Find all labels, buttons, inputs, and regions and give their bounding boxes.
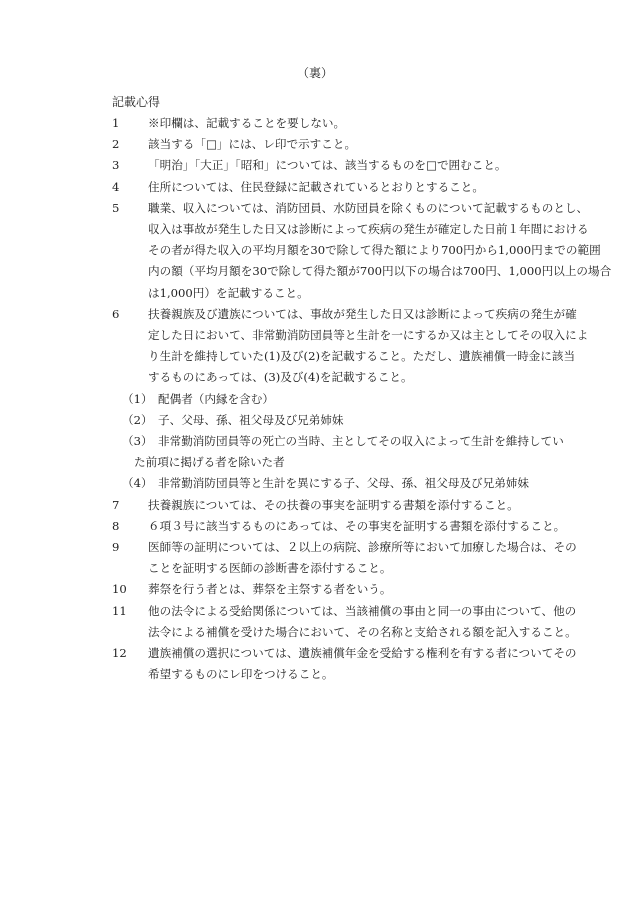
item-text: は1,000円）を記載すること。 <box>148 285 309 300</box>
item-number: 7 <box>112 497 120 512</box>
item-text: 該当する「□」には、レ印で示すこと。 <box>148 137 357 152</box>
item-text: り生計を維持していた(1)及び(2)を記載すること。ただし、遺族補償一時金に該当 <box>148 349 576 364</box>
item-text: その者が得た収入の平均月額を30で除して得た額により700円から1,000円までの範囲 <box>148 243 601 258</box>
sub-item-3 <box>112 431 564 473</box>
item-number: 9 <box>112 540 120 555</box>
sub-item-text: た前項に掲げる者を除いた者 <box>134 455 285 470</box>
instruction-item-2 <box>112 134 530 155</box>
item-text: ※印欄は、記載することを要しない。 <box>148 116 346 130</box>
item-number: 4 <box>112 179 120 194</box>
sub-item-2 <box>112 410 530 431</box>
sub-item-text: 子、父母、孫、祖父母及び兄弟姉妹 <box>158 412 344 427</box>
section-title: 記載心得 <box>112 95 161 109</box>
item-text: 定した日において、非常勤消防団員等と生計を一にするか又は主としてその収入によ <box>148 328 589 343</box>
page-side-heading: （裏） <box>296 66 333 80</box>
instruction-item-7 <box>112 495 530 516</box>
item-text: ことを証明する医師の診断書を添付すること。 <box>148 561 392 576</box>
sub-item-line <box>122 473 530 494</box>
item-text: 住所については、住民登録に記載されているとおりとすること。 <box>148 179 484 194</box>
item-number: 8 <box>112 518 120 533</box>
instructions-list <box>112 113 612 685</box>
item-number: 3 <box>112 158 120 173</box>
item-number: 10 <box>112 582 127 597</box>
sub-item-label: （2） <box>122 412 153 427</box>
instruction-item-10 <box>112 579 530 600</box>
sub-item-line <box>122 389 530 410</box>
sub-item-label: （1） <box>122 391 153 406</box>
item-text: 内の額（平均月額を30で除して得た額が700円以下の場合は700円、1,000円以上の場合 <box>148 264 612 279</box>
sub-item-label: （3） <box>122 434 153 449</box>
item-text: 医師等の証明については、２以上の病院、診療所等において加療した場合は、その <box>148 540 577 555</box>
item-text: 葬祭を行う者とは、葬祭を主祭する者をいう。 <box>148 582 392 597</box>
sub-item-text: 非常勤消防団員等と生計を異にする子、父母、孫、祖父母及び兄弟姉妹 <box>158 476 530 491</box>
item-text: 希望するものにレ印をつけること。 <box>148 667 334 682</box>
item-text: 収入は事故が発生した日又は診断によって疾病の発生が確定した日前１年間における <box>148 222 589 237</box>
sub-item-line <box>122 431 564 452</box>
item-text: 扶養親族については、その扶養の事実を証明する書類を添付すること。 <box>148 497 519 512</box>
sub-item-line <box>122 410 530 431</box>
item-text: 遺族補償の選択については、遺族補償年金を受給する権利を有する者についてその <box>148 646 577 661</box>
item-text: するものにあっては、(3)及び(4)を記載すること。 <box>148 370 413 385</box>
item-number: 6 <box>112 306 120 321</box>
item-text: 法令による補償を受けた場合において、その名称と支給される額を記入すること。 <box>148 624 577 639</box>
item-number: 2 <box>112 137 120 152</box>
item-number: 12 <box>112 646 127 661</box>
instruction-item-11 <box>112 601 577 643</box>
item-number: 5 <box>112 200 120 215</box>
item-number: 1 <box>112 116 120 130</box>
sub-item-4 <box>112 473 530 494</box>
sub-item-label: （4） <box>122 476 153 491</box>
instruction-item-8 <box>112 516 566 537</box>
item-text: 「明治」「大正」「昭和」については、該当するものを□で囲むこと。 <box>148 158 507 173</box>
sub-item-1 <box>112 389 530 410</box>
sub-item-text: 配偶者（内縁を含む） <box>158 391 274 406</box>
item-text: ６項３号に該当するものにあっては、その事実を証明する書類を添付すること。 <box>148 518 566 533</box>
instruction-item-12 <box>112 643 577 685</box>
instruction-item-3 <box>112 155 530 176</box>
instruction-item-1 <box>112 113 530 134</box>
sub-item-text: 非常勤消防団員等の死亡の当時、主としてその収入によって生計を維持してい <box>158 434 564 449</box>
item-number: 11 <box>112 603 127 618</box>
instruction-item-9 <box>112 537 577 579</box>
item-text: 扶養親族及び遺族については、事故が発生した日又は診断によって疾病の発生が確 <box>148 306 577 321</box>
instruction-item-6 <box>112 304 589 389</box>
item-text: 他の法令による受給関係については、当該補償の事由と同一の事由について、他の <box>148 603 577 618</box>
instruction-item-5 <box>112 198 612 304</box>
item-text: 職業、収入については、消防団員、水防団員を除くものについて記載するものとし、 <box>148 200 589 215</box>
instruction-item-4 <box>112 177 530 198</box>
